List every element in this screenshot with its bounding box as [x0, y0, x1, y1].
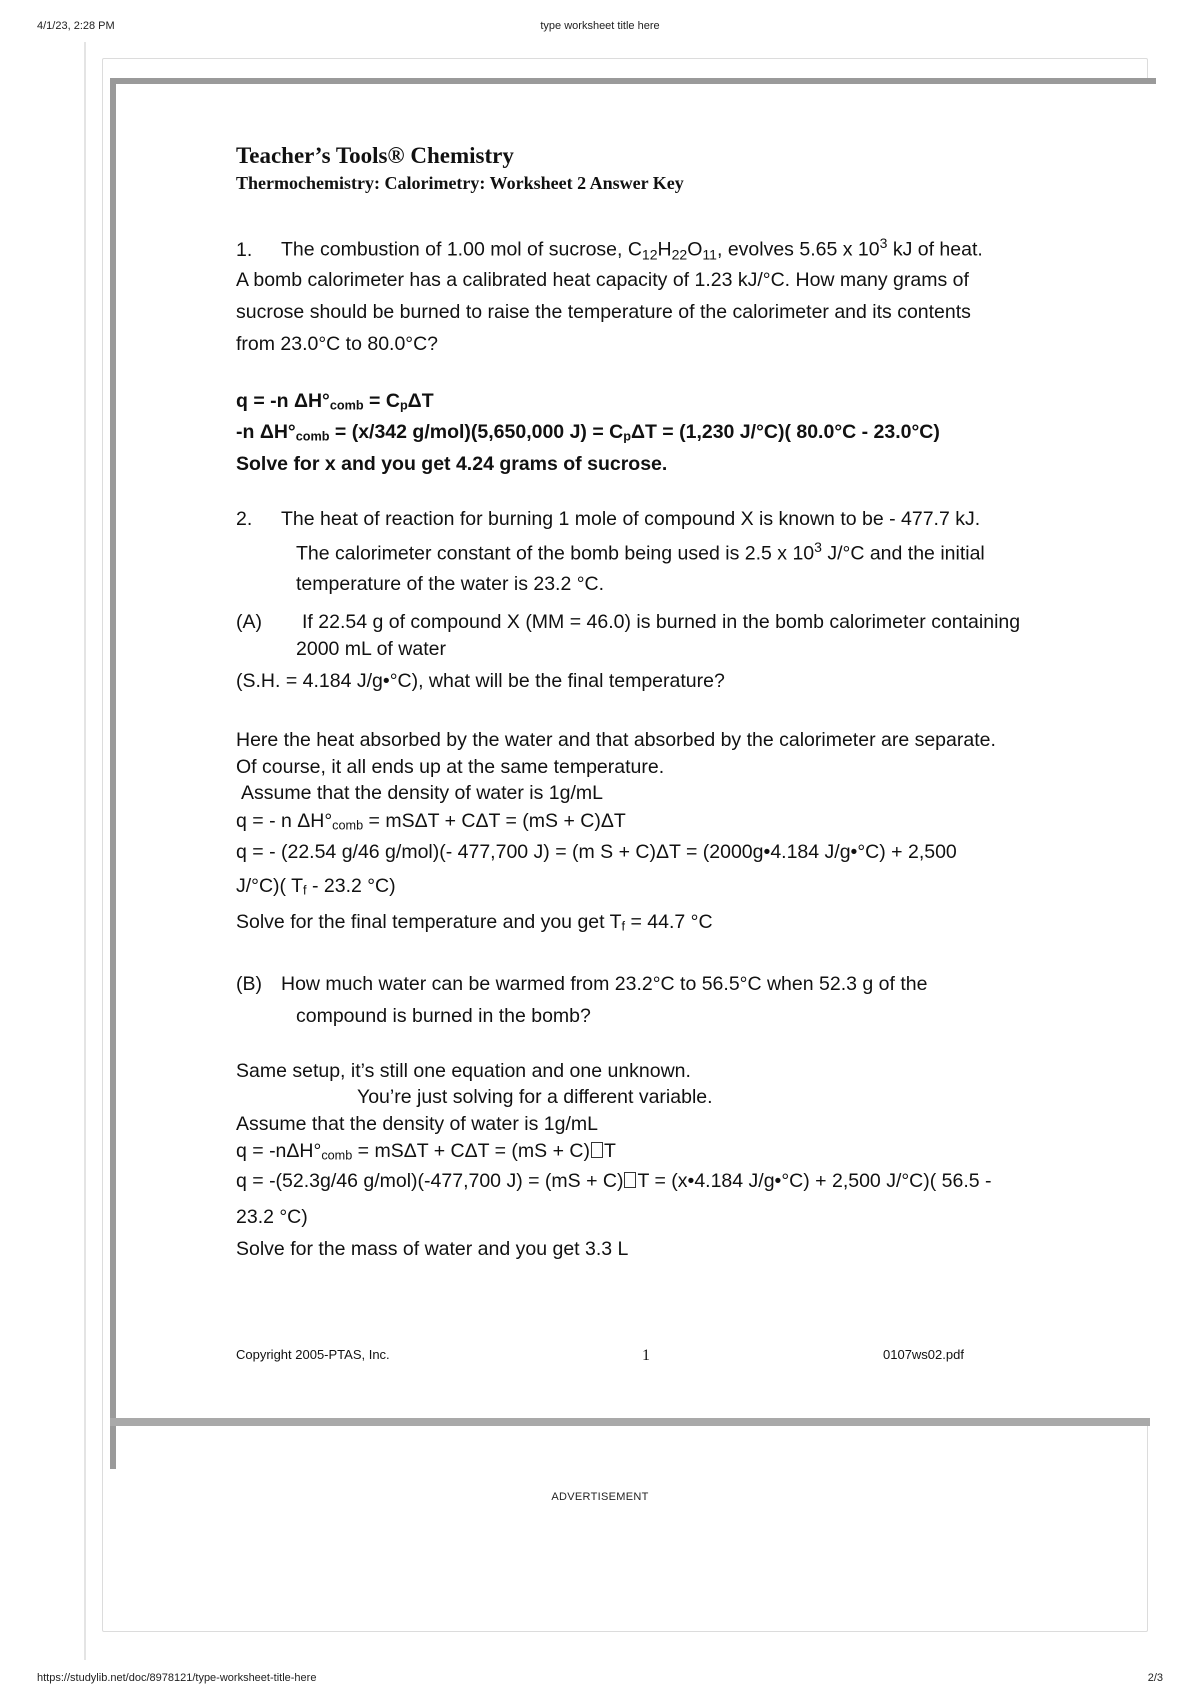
q1-line-4: from 23.0°C to 80.0°C?: [236, 333, 439, 355]
file-name: 0107ws02.pdf: [883, 1347, 964, 1362]
q2-line-3: temperature of the water is 23.2 °C.: [296, 573, 605, 595]
a2b-line-3: Assume that the density of water is 1g/mL: [236, 1113, 599, 1135]
a2a-line-4: [236, 812, 626, 832]
next-page-edge: [110, 1426, 116, 1469]
advertisement-label: ADVERTISEMENT: [551, 1491, 649, 1503]
equation-part: T = (x•4.184 J/g•°C) + 2,500 J/°C)( 56.5 -: [637, 1170, 992, 1192]
q2a-line-3: (S.H. = 4.184 J/g•°C), what will be the final temperature?: [236, 670, 725, 692]
equation-part: -n ΔH°: [236, 421, 296, 443]
a2a-line-3: Assume that the density of water is 1g/mL: [241, 782, 604, 804]
missing-glyph-box: [591, 1142, 603, 1158]
equation-part: = mSΔT + CΔT = (mS + C)ΔT: [363, 810, 626, 832]
a2b-line-4: [236, 1142, 616, 1162]
print-datetime: 4/1/23, 2:28 PM: [37, 20, 115, 32]
q2-number: 2.: [236, 508, 253, 530]
equation-part: = C: [363, 390, 400, 412]
q2a-label: (A): [236, 611, 262, 633]
q1-line-1: [236, 236, 983, 262]
q2-text: The calorimeter constant of the bomb being used is 2.5 x 10: [296, 542, 815, 565]
superscript: 3: [814, 539, 822, 555]
page-separator: [110, 1418, 1150, 1426]
a2b-line-7: Solve for the mass of water and you get 3.3 L: [236, 1238, 629, 1260]
formula-part: H: [657, 238, 672, 261]
equation-part: q = -(52.3g/46 g/mol)(-477,700 J) = (mS + C): [236, 1170, 624, 1192]
a2a-line-7: [236, 913, 713, 933]
left-rule: [84, 42, 86, 1660]
print-page-count: 2/3: [1147, 1672, 1163, 1684]
equation-part: = 44.7 °C: [625, 911, 713, 933]
a1-line-1: [236, 392, 434, 412]
a1-line-2: [236, 423, 940, 443]
copyright-text: Copyright 2005-PTAS, Inc.: [236, 1347, 390, 1362]
subscript: p: [399, 398, 408, 413]
a1-line-3: Solve for x and you get 4.24 grams of sucrose.: [236, 453, 668, 475]
q1-number: 1.: [236, 238, 253, 261]
subscript: p: [623, 429, 631, 444]
subscript: 22: [671, 246, 688, 263]
formula-part: O: [687, 238, 703, 261]
equation-part: T: [603, 1140, 616, 1162]
q2b-text: How much water can be warmed from 23.2°C to 56.5°C when 52.3 g of the: [281, 973, 928, 995]
subscript: comb: [295, 429, 330, 444]
a2b-line-2: You’re just solving for a different variable.: [357, 1086, 713, 1108]
subscript: comb: [332, 818, 364, 833]
q2b-line-1: [236, 975, 927, 995]
equation-part: q = - n ΔH°: [236, 810, 333, 832]
q2-line-1: [236, 510, 980, 530]
q2-text: The heat of reaction for burning 1 mole of compound X is known to be - 477.7 kJ.: [281, 508, 981, 530]
a2b-line-1: Same setup, it’s still one equation and one unknown.: [236, 1060, 691, 1082]
equation-part: q = -nΔH°: [236, 1140, 322, 1162]
q1-line-2: A bomb calorimeter has a calibrated heat capacity of 1.23 kJ/°C. How many grams of: [236, 269, 969, 291]
worksheet-title: Teacher’s Tools® Chemistry: [236, 143, 514, 168]
subscript: 11: [702, 246, 717, 263]
a2b-line-5: [236, 1172, 992, 1192]
equation-part: ΔT: [407, 390, 434, 412]
equation-part: ΔT = (1,230 J/°C)( 80.0°C - 23.0°C): [630, 421, 940, 443]
subscript: f: [303, 883, 307, 898]
q2-line-2: [296, 540, 985, 564]
q1-line-3: sucrose should be burned to raise the temperature of the calorimeter and its contents: [236, 301, 971, 323]
q2a-text: If 22.54 g of compound X (MM = 46.0) is burned in the bomb calorimeter containing: [302, 611, 1021, 633]
q2b-label: (B): [236, 973, 262, 995]
equation-part: = (x/342 g/mol)(5,650,000 J) = C: [329, 421, 624, 443]
worksheet-subtitle: Thermochemistry: Calorimetry: Worksheet 2 Answer Key: [236, 173, 684, 193]
equation-part: Solve for the final temperature and you get T: [236, 911, 622, 933]
a2a-line-2: Of course, it all ends up at the same temperature.: [236, 756, 665, 778]
equation-part: - 23.2 °C): [306, 875, 396, 897]
subscript: comb: [321, 1148, 353, 1163]
equation-part: J/°C)( T: [236, 875, 304, 897]
a2a-line-1: Here the heat absorbed by the water and that absorbed by the calorimeter are separate.: [236, 729, 996, 751]
equation-part: q = -n ΔH°: [236, 390, 330, 412]
page-number: 1: [642, 1347, 650, 1364]
equation-part: = mSΔT + CΔT = (mS + C): [352, 1140, 590, 1162]
q2-text: J/°C and the initial: [821, 542, 985, 565]
subscript: f: [621, 919, 626, 934]
q1-text: The combustion of 1.00 mol of sucrose, C: [281, 238, 642, 261]
missing-glyph-box: [624, 1172, 636, 1188]
a2b-line-6: 23.2 °C): [236, 1206, 308, 1228]
superscript: 3: [879, 235, 888, 251]
a2a-line-5: q = - (22.54 g/46 g/mol)(- 477,700 J) = (m S + C)ΔT = (2000g•4.184 J/g•°C) + 2,500: [236, 841, 957, 863]
q2a-line-1: [236, 613, 1020, 633]
subscript: 12: [641, 246, 658, 263]
q2a-line-2: 2000 mL of water: [296, 638, 446, 660]
subscript: comb: [329, 398, 364, 413]
print-page-title: type worksheet title here: [540, 20, 660, 32]
a2a-line-6: [236, 877, 396, 897]
q1-text: kJ of heat.: [887, 238, 983, 261]
q2b-line-2: compound is burned in the bomb?: [296, 1005, 591, 1027]
print-url: https://studylib.net/doc/8978121/type-worksheet-title-here: [37, 1672, 317, 1684]
q1-text: , evolves 5.65 x 10: [716, 238, 880, 261]
